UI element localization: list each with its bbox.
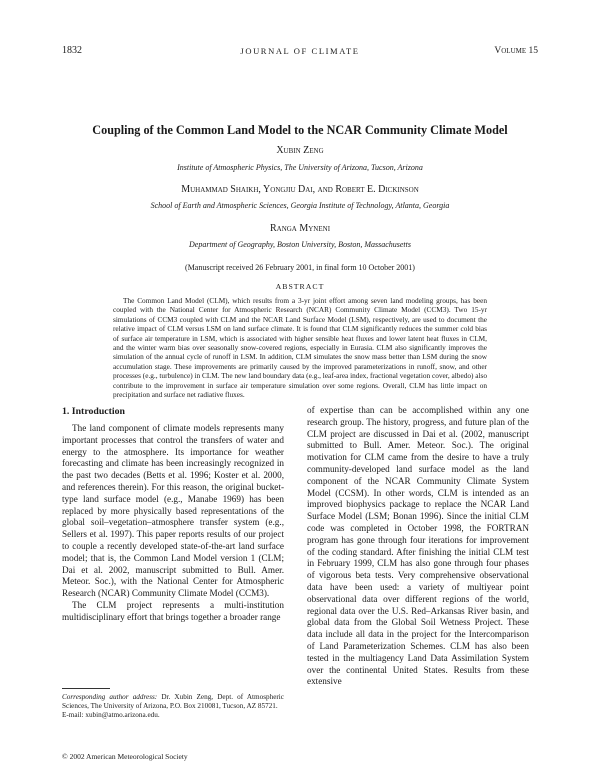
copyright-notice: © 2002 American Meteorological Society	[62, 752, 188, 761]
footnote	[62, 693, 284, 720]
footnote-divider	[62, 688, 110, 689]
page-number: 1832	[62, 45, 82, 56]
abstract-heading: ABSTRACT	[275, 282, 325, 291]
affiliation-3: Department of Geography, Boston University, Boston, Massachusetts	[189, 240, 411, 249]
footnote-address: Dr. Xubin Zeng, Dept. of Atmospheric Sciences, The University of Arizona, P.O. Box 210081, Tucson, AZ 85721.	[62, 693, 284, 710]
affiliation-2: School of Earth and Atmospheric Sciences, Georgia Institute of Technology, Atlanta, Georgia	[150, 201, 450, 210]
author-2: Muhammad Shaikh, Yongjiu Dai, and Robert E. Dickinson	[181, 184, 419, 195]
affiliation-1: Institute of Atmospheric Physics, The University of Arizona, Tucson, Arizona	[177, 163, 423, 172]
left-column	[62, 405, 284, 624]
right-column	[307, 405, 529, 688]
intro-paragraph-2-start: The CLM project represents a multi-institution multidisciplinary effort that brings together a broader range	[62, 599, 284, 622]
section-heading: 1. Introduction	[62, 406, 125, 417]
intro-paragraph-2-continued: of expertise than can be accomplished within any one research group. The history, progress, and future plan of the CLM project are discussed in Dai et al. (2002, manuscript submitted to Bull. Amer. Meteor. Soc.). The original motivation for CLM came from the desire to have a truly community-developed land surface model as the land component of the NCAR Community Climate System Model (CCSM). In other words, CLM is intended as an improved biophysics package to replace the NCAR Land Surface Model (LSM; Bonan 1996). Since the initial CLM code was completed in October 1998, the FORTRAN program has gone through four iterations for improvement of the coding standard. After finishing the initial CLM test in February 1999, CLM has also gone through four phases of vigorous beta tests. Very comprehensive observational data have been used: a variety of multiyear point observational data over different regions of the world, regional data over the U.S. Red–Arkansas River basin, and global data from the Global Soil Wetness Project. These data include all data in the project for the Intercomparison of Land Parameterization Schemes. CLM has also been tested in the multiagency Land Data Assimilation System over the continental United States. Results from these extensive	[307, 405, 529, 687]
intro-paragraph-1: The land component of climate models represents many important processes that control the transfers of water and energy to the atmosphere. Its importance for weather forecasting and climate has been increasingly recognized in the past two decades (Betts et al. 1996; Koster et al. 2000, and references therein). For this reason, the original bucket-type land surface model (e.g., Manabe 1969) has been replaced by more physically based representations of the global soil–vegetation–atmosphere transfer system (e.g., Sellers et al. 1997). This paper reports results of our project to couple a recently developed state-of-the-art land surface model; that is, the Common Land Model version 1 (CLM; Dai et al. 2002, manuscript submitted to Bull. Amer. Meteor. Soc.), with the National Center for Atmospheric Research (NCAR) Community Climate Model (CCM3).	[62, 423, 284, 599]
volume-label: Volume 15	[494, 46, 538, 56]
article-title: Coupling of the Common Land Model to the NCAR Community Climate Model	[92, 123, 508, 137]
manuscript-received: (Manuscript received 26 February 2001, in final form 10 October 2001)	[185, 263, 415, 272]
running-header	[62, 45, 538, 57]
footnote-label: Corresponding author address:	[62, 693, 158, 701]
journal-name: JOURNAL OF CLIMATE	[240, 46, 360, 56]
author-1: Xubin Zeng	[276, 145, 324, 156]
footnote-email: E-mail: xubin@atmo.arizona.edu.	[62, 711, 160, 719]
abstract-text: The Common Land Model (CLM), which results from a 3-yr joint effort among seven land modeling groups, has been coupled with the National Center for Atmospheric Research (NCAR) Community Climate Model (CCM3). Two 15-yr simulations of CCM3 coupled with CLM and the NCAR Land Surface Model (LSM), respectively, are used to document the relative impact of CLM versus LSM on land surface climate. It is found that CLM significantly reduces the summer cold bias of surface air temperature in LSM, which is associated with higher sensible heat fluxes and lower latent heat fluxes in CLM, and the winter warm bias over seasonally snow-covered regions, especially in Eurasia. CLM also significantly improves the simulation of the annual cycle of runoff in LSM. In addition, CLM simulates the snow mass better than LSM during the snow accumulation stage. These improvements are primarily caused by the improved parameterizations in runoff, snow, and other processes (e.g., turbulence) in CLM. The new land boundary data (e.g., leaf-area index, fractional vegetation cover, albedo) also contribute to the improvement in surface air temperature simulation over some regions. Overall, CLM has little impact on precipitation and surface net radiative fluxes.	[113, 296, 487, 400]
author-3: Ranga Myneni	[269, 223, 331, 234]
